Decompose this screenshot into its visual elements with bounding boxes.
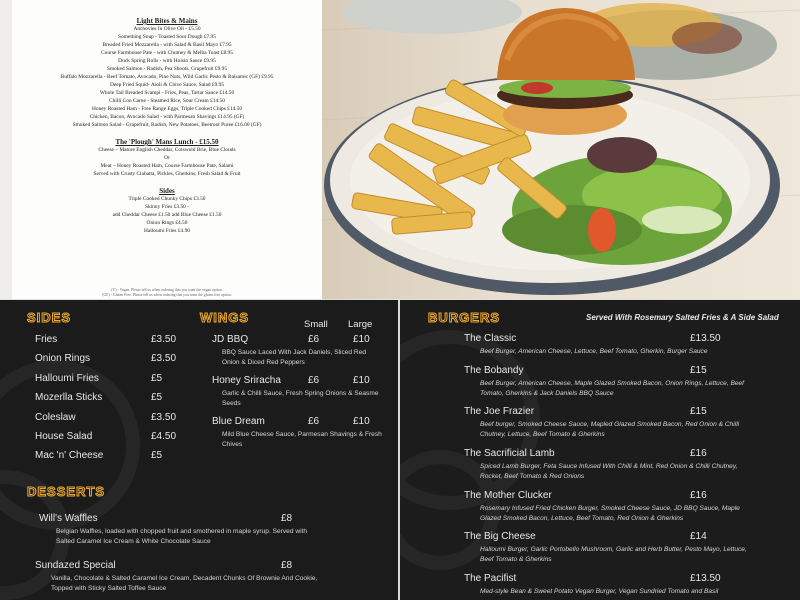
burger-item-price: £15 [690, 406, 707, 417]
burger-item-name: The Sacrificial Lamb [464, 448, 555, 459]
paper-menu-item: Meat – Honey Roasted Ham, Course Farmhouse Pate, Salami [100, 163, 234, 169]
burger-item-price: £15 [690, 365, 707, 376]
paper-menu-content [12, 17, 322, 235]
paper-menu-item: Breaded Fried Mozzarella - with Salad & Basil Mayo £7.95 [102, 42, 232, 48]
paper-menu-item: Skinny Fries £3.50 - [144, 204, 190, 210]
paper-menu-item: Cheese – Mature English Cheddar, Cotswold Brie, Blue Clouds [98, 147, 236, 153]
paper-menu-item: Chilli Con Carne - Steamed Rice, Sour Cream £14.50 [109, 98, 225, 104]
paper-menu-item: Deep Fried Squid- Aioli & Chive Sauce, Salad £9.95 [109, 82, 225, 88]
sides-wings-desserts-board [0, 300, 398, 600]
wing-item-desc: BBQ Sauce Laced With Jack Daniels, Sliced Red Onion & Diced Red Peppers [222, 349, 367, 366]
tomato-slice [588, 208, 616, 252]
side-item-price: £4.50 [151, 431, 177, 442]
paper-menu-item: Whole Tail Breaded Scampi - Fries, Peas, Tartar Sauce £14.50 [99, 90, 235, 96]
side-item-name: Mac 'n' Cheese [35, 450, 104, 461]
paper-sides-title: Sides [159, 187, 175, 195]
wing-item-small-price: £6 [308, 375, 320, 386]
burger-item-name: The Big Cheese [464, 531, 536, 542]
wing-item-desc: Mild Blue Cheese Sauce, Parmesan Shavings & Fresh Chives [222, 431, 382, 448]
paper-menu-item: Onion Rings £4.50 [146, 220, 188, 226]
paper-menu-item: Chicken, Bacon, Avocado Salad - with Parmesan Shavings £14.95 (GF) [89, 114, 245, 120]
wings-col-small: Small [304, 319, 328, 330]
burgers-subtitle: Served With Rosemary Salted Fries & A Side Salad [586, 313, 779, 322]
paper-footnotes [12, 288, 322, 298]
side-item-name: Onion Rings [35, 353, 91, 364]
paper-menu-item: Served with Crusty Ciabatta, Pickles, Gherkins, Fresh Salad & Fruit [93, 171, 241, 177]
side-item-price: £3.50 [151, 353, 177, 364]
sides-heading: SIDES [27, 310, 72, 325]
burger-item-price: £13.50 [690, 573, 721, 584]
dessert-item-desc: Belgian Waffles, loaded with chopped fruit and smothered in maple syrup. Served with Salted Caramel Ice Cream & White Chocolate Sauce [56, 528, 308, 545]
burger-item-name: The Joe Frazier [464, 406, 535, 417]
footnote-vegan: (V) - Vegan. Please tell us when ordering that you want the vegan option. [111, 288, 223, 292]
wing-item-small-price: £6 [308, 334, 320, 345]
side-item-price: £5 [151, 450, 163, 461]
light-bites-title: Light Bites & Mains [136, 17, 198, 25]
side-item-name: Mozerlla Sticks [35, 392, 103, 403]
burger-item-desc: Rosemary Infused Fried Chicken Burger, Smoked Cheese Sauce, JD BBQ Sauce, Maple Glazed Smoked Bacon, Lettuce, Beef Tomato, Red Onion & Gherkins [480, 505, 740, 522]
wing-item-name: Honey Sriracha [212, 375, 281, 386]
paper-menu-item: add Cheddar Cheese £1.50 add Blue Cheese £1.50 [112, 212, 222, 218]
burger-item-desc: Halloumi Burger, Garlic Portobello Mushroom, Garlic and Herb Butter, Pesto Mayo, Lettuce, Beef Tomato & Gherkins [480, 546, 747, 563]
paper-menu-item: Halloumi Fries £4.90 [144, 228, 190, 234]
burger-item-desc: Beef Burger, American Cheese, Maple Glazed Smoked Bacon, Onion Rings, Lettuce, Beef Tomato, Gherkins & Jack Daniels BBQ Sauce [480, 380, 745, 397]
wing-item-large-price: £10 [353, 416, 370, 427]
burger-item-name: The Bobandy [464, 365, 524, 376]
wing-item-name: Blue Dream [212, 416, 265, 427]
burgers-heading: BURGERS [428, 310, 501, 325]
burger-item-name: The Pacifist [464, 573, 517, 584]
dessert-item-desc: Vanilla, Chocolate & Salted Caramel Ice Cream, Decadent Chunks Of Brownie And Cookie, Topped with Sticky Salted Toffee Sauce [51, 575, 318, 592]
paper-menu-item: Smoked Salmon Salad - Grapefruit, Radish, New Potatoes, Beetroot Puree £16.00 (GF) [72, 122, 262, 128]
side-item-price: £5 [151, 392, 163, 403]
side-item-name: Coleslaw [35, 412, 76, 423]
burger-item-price: £16 [690, 448, 707, 459]
dessert-item-price: £8 [281, 560, 293, 571]
paper-menu-item: Honey Roasted Ham - Free Range Eggs, Triple Cooked Chips £14.50 [91, 106, 243, 112]
dessert-item-price: £8 [281, 513, 293, 524]
side-item-price: £3.50 [151, 412, 177, 423]
burger-photo [322, 0, 800, 300]
side-item-name: Fries [35, 334, 58, 345]
wing-item-large-price: £10 [353, 334, 370, 345]
burger [497, 8, 635, 135]
side-item-price: £5 [151, 373, 163, 384]
paper-menu-item: Smoked Salmon - Radish, Pea Shoots, Grapefruit £9.95 [106, 66, 228, 72]
paper-menu-item: Or [164, 155, 170, 161]
background-plate [342, 0, 522, 34]
burger-item-price: £16 [690, 490, 707, 501]
burger-item-desc: Spiced Lamb Burger, Feta Sauce Infused With Chilli & Mint, Red Onion & Chilli Chutney, Rocket, Beef Tomato & Red Onions [480, 463, 738, 480]
side-item-name: Halloumi Fries [35, 373, 99, 384]
burger-plate-illustration [322, 0, 800, 300]
wings-heading: WINGS [200, 310, 250, 325]
wing-item-large-price: £10 [353, 375, 370, 386]
burger-item-desc: Beef burger, Smoked Cheese Sauce, Mapled Glazed Smoked Bacon, Red Onion & Chilli Chutney, Lettuce, Beef Tomato & Gherkins [480, 421, 740, 438]
side-item-name: House Salad [35, 431, 93, 442]
paper-menu-item: Anchovies In Olive Oil - £5.50 [133, 26, 201, 32]
mans-lunch-title: The 'Plough' Mans Lunch - £15.50 [115, 138, 219, 146]
paper-menu-item: Course Farmhouse Pate - with Chutney & Melba Toast £8.95 [101, 50, 233, 56]
paper-menu [0, 0, 322, 300]
side-item-price: £3.50 [151, 334, 177, 345]
burger-item-name: The Mother Clucker [464, 490, 552, 501]
burger-item-price: £13.50 [690, 333, 721, 344]
burger-item-desc: Beef Burger, American Cheese, Lettuce, Beef Tomato, Gherkin, Burger Sauce [480, 348, 708, 355]
wing-item-name: JD BBQ [212, 334, 249, 345]
burger-item-name: The Classic [464, 333, 517, 344]
desserts-heading: DESSERTS [27, 484, 106, 499]
wings-col-large: Large [348, 319, 373, 330]
paper-menu-item: Triple Cooked Chunky Chips £3.50 [128, 196, 206, 202]
wing-item-small-price: £6 [308, 416, 320, 427]
paper-menu-item: Buffalo Mozzarella - Beef Tomato, Avocado, Pine Nuts, Wild Garlic Pesto & Balsamic (GF) £9.95 [60, 74, 274, 80]
burger-lettuce [499, 78, 631, 98]
burgers-board [400, 300, 800, 600]
dessert-item-name: Sundazed Special [35, 560, 116, 571]
footnote-gluten-free: (GF) - Gluten Free. Please tell us when ordering that you want the gluten free option. [102, 293, 232, 297]
burger-item-price: £14 [690, 531, 707, 542]
paper-menu-item: Duck Spring Rolls - with Hoisin Sauce £9.95 [118, 58, 216, 64]
paper-menu-item: Something Soup - Toasted Sour Dough £7.95 [118, 34, 216, 40]
burger-item-desc: Med-style Bean & Sweet Potato Vegan Burger, Vegan Sundried Tomato and Basil [480, 588, 719, 595]
wing-item-desc: Garlic & Chilli Sauce, Fresh Spring Onions & Seasme Seeds [222, 390, 379, 407]
dessert-item-name: Will's Waffles [39, 513, 98, 524]
